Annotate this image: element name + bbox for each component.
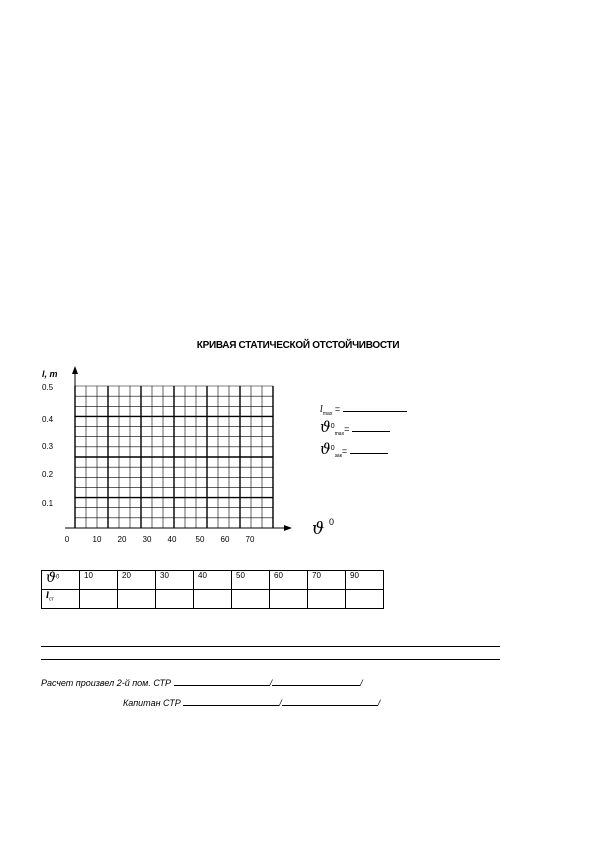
chart-grid — [75, 386, 273, 528]
theta-zak-eq: = — [341, 446, 348, 456]
table-theta-sup: 0 — [56, 574, 60, 581]
x-axis-label-sup: 0 — [329, 517, 335, 527]
page-title: КРИВАЯ СТАТИЧЕСКОЙ ОТСТОЙЧИВОСТИ — [196, 340, 400, 351]
x-axis-label: ϑ — [312, 519, 325, 539]
y-tick-label: 0.2 — [42, 470, 54, 479]
signature-line-1: Расчет произвел 2-й пом. СТР / / — [41, 678, 363, 688]
table-row-lst — [42, 590, 384, 609]
table-cell: 60 — [270, 571, 308, 590]
signature-line-2: Капитан СТР / / — [123, 698, 381, 708]
x-tick-label: 10 — [92, 535, 102, 544]
theta-zak-symbol: ϑ — [320, 440, 331, 458]
table-cell: 10 — [80, 571, 118, 590]
lmax-field — [320, 403, 407, 417]
table-cell: 40 — [194, 571, 232, 590]
table-input-cell[interactable] — [156, 590, 194, 609]
table-cell: 90 — [346, 571, 384, 590]
x-tick-label: 70 — [245, 535, 255, 544]
theta-max-sub: max — [334, 430, 345, 437]
table-input-cell[interactable] — [232, 590, 270, 609]
theta-max-field — [320, 418, 390, 437]
x-tick-label: 50 — [195, 535, 205, 544]
table-input-cell[interactable] — [80, 590, 118, 609]
theta-max-eq: = — [344, 424, 350, 434]
lmax-sub: max — [322, 410, 333, 417]
x-axis-arrow — [284, 525, 292, 531]
theta-zak-blank[interactable] — [350, 445, 388, 454]
table-lst-symbol: l — [46, 590, 50, 600]
y-axis-arrow — [72, 366, 78, 374]
table-cell: 70 — [308, 571, 346, 590]
stability-chart — [0, 360, 596, 550]
lmax-symbol: l — [320, 405, 323, 415]
lmax-eq: = — [334, 404, 341, 414]
theta-max-blank[interactable] — [352, 423, 390, 432]
theta-max-sup: 0 — [330, 423, 335, 430]
y-axis-label: l, m — [42, 369, 58, 379]
table-input-cell[interactable] — [118, 590, 156, 609]
x-tick-label: 40 — [167, 535, 177, 544]
lmax-blank[interactable] — [343, 403, 407, 412]
x-tick-label: 20 — [117, 535, 127, 544]
table-cell: 20 — [118, 571, 156, 590]
table-lst-sub: ст — [49, 596, 54, 603]
table-cell: 30 — [156, 571, 194, 590]
chart-axes — [65, 366, 292, 531]
values-table — [41, 570, 384, 609]
y-tick-label: 0.1 — [42, 499, 54, 508]
table-input-cell[interactable] — [308, 590, 346, 609]
theta-max-symbol: ϑ — [320, 418, 331, 436]
y-tick-label: 0.4 — [42, 415, 54, 424]
table-theta-symbol: ϑ — [46, 570, 57, 586]
table-head-theta — [42, 571, 80, 590]
table-input-cell[interactable] — [270, 590, 308, 609]
theta-zak-sup: 0 — [330, 445, 335, 452]
x-tick-label: 0 — [64, 535, 70, 544]
blank-line-2[interactable] — [41, 659, 500, 660]
signature-label-2: Капитан СТР — [123, 698, 181, 708]
table-row-angles — [42, 571, 384, 590]
signature-blank-1b[interactable] — [272, 677, 360, 686]
table-input-cell[interactable] — [194, 590, 232, 609]
table-input-cell[interactable] — [346, 590, 384, 609]
theta-zak-sub: зак — [334, 452, 342, 459]
x-tick-label: 60 — [220, 535, 230, 544]
theta-zak-field — [320, 440, 388, 459]
signature-label-1: Расчет произвел 2-й пом. СТР — [41, 678, 172, 688]
y-tick-label: 0.5 — [42, 383, 54, 392]
signature-blank-2b[interactable] — [282, 697, 378, 706]
table-head-lst — [42, 590, 80, 609]
y-tick-label: 0.3 — [42, 442, 54, 451]
signature-blank-1a[interactable] — [174, 677, 270, 686]
blank-line-1[interactable] — [41, 646, 500, 647]
table-cell: 50 — [232, 571, 270, 590]
signature-blank-2a[interactable] — [183, 697, 279, 706]
x-tick-label: 30 — [142, 535, 152, 544]
